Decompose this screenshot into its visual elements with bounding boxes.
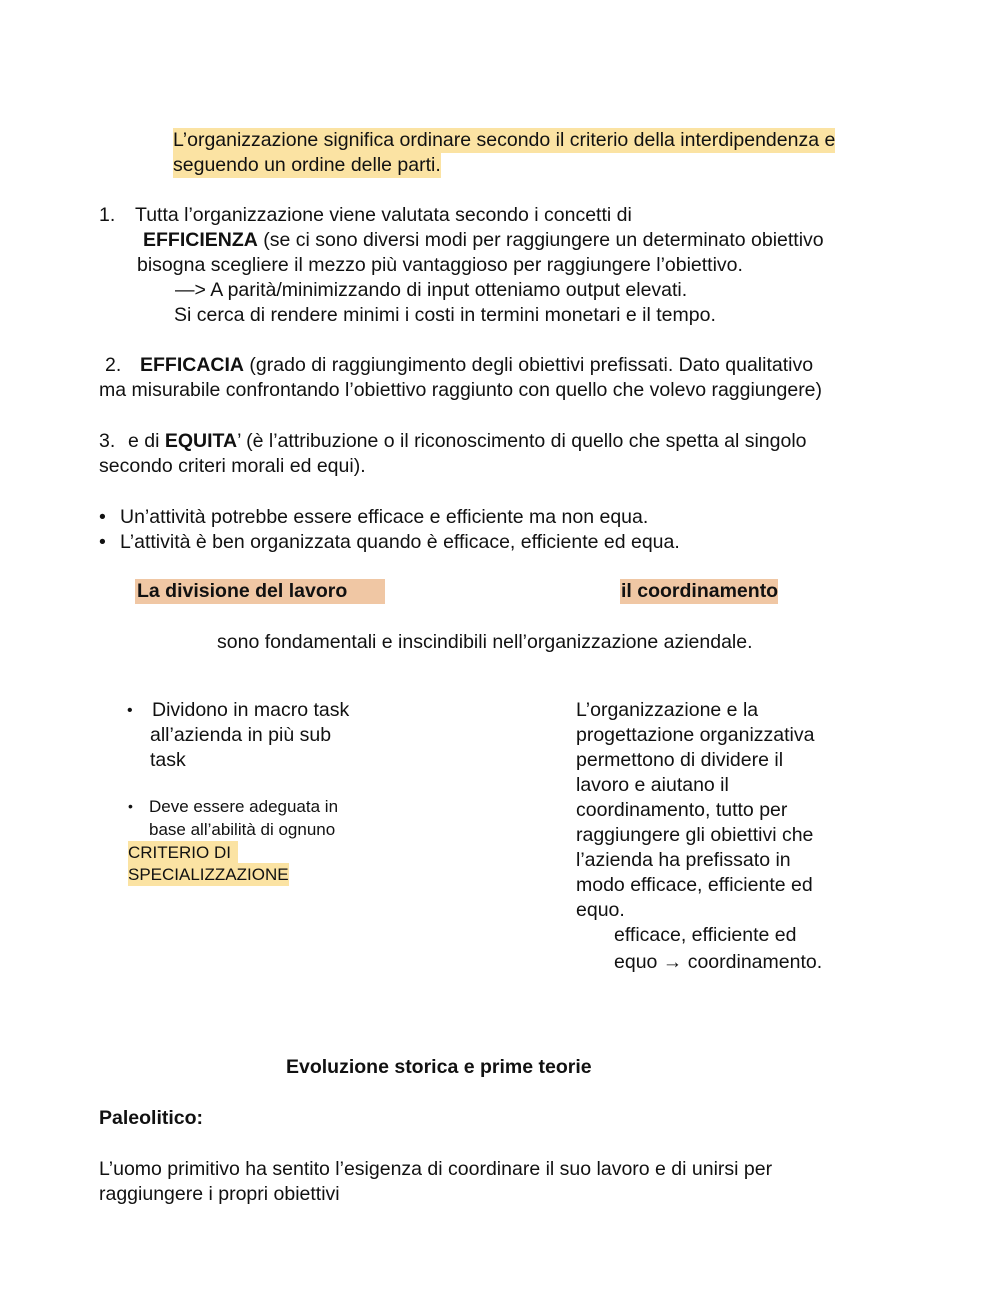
bullet-glyph: •: [99, 506, 106, 528]
equita-desc: ’ (è l’attribuzione o il riconoscimento di quello che spetta al singolo: [237, 430, 807, 452]
section-subtitle: Paleolitico:: [99, 1107, 204, 1129]
item-3-number: 3.: [99, 430, 116, 452]
section-paragraph-line-2: raggiungere i propri obiettivi: [99, 1183, 340, 1205]
left-bullet-1-line-2: all’azienda in più sub: [150, 724, 332, 746]
equita-term: EQUITA: [164, 430, 238, 452]
efficacia-term: EFFICACIA: [140, 354, 244, 376]
bullet-glyph: •: [99, 531, 106, 553]
item-1-desc-2: bisogna scegliere il mezzo più vantaggioso per raggiungere l’obiettivo.: [137, 254, 743, 276]
item-1-cost-line: Si cerca di rendere minimi i costi in termini monetari e il tempo.: [174, 304, 716, 326]
concept-coordinamento: il coordinamento: [621, 580, 779, 602]
left-bullet-2-line-2: base all’abilità di ognuno: [149, 820, 336, 839]
left-bullet-2-line-1: Deve essere adeguata in: [149, 797, 339, 816]
efficacia-desc: (grado di raggiungimento degli obiettivi prefissati. Dato qualitativo: [244, 354, 814, 376]
item-3-equita-line: [128, 429, 807, 454]
left-bullet-1-line-1: Dividono in macro task: [152, 699, 350, 721]
left-bullet-1-line-3: task: [150, 749, 186, 771]
item-1-efficienza-line: [143, 228, 824, 253]
bullet-glyph: •: [127, 702, 133, 719]
right-line: lavoro e aiutano il: [576, 774, 729, 796]
intro-line-2: seguendo un ordine delle parti.: [173, 154, 441, 176]
item-1-arrow-line: —> A parità/minimizzando di input otteniamo output elevati.: [175, 279, 688, 301]
item-2-number: 2.: [105, 354, 122, 376]
right-line: equo.: [576, 899, 625, 921]
bullet-2: L’attività è ben organizzata quando è efficace, efficiente ed equa.: [120, 531, 680, 553]
efficienza-term: EFFICIENZA: [143, 229, 258, 251]
intro-line-1: L’organizzazione significa ordinare secondo il criterio della interdipendenza e: [173, 129, 836, 151]
right-line: raggiungere gli obiettivi che: [576, 824, 814, 846]
right-line: coordinamento, tutto per: [576, 799, 788, 821]
concepts-statement: sono fondamentali e inscindibili nell’organizzazione aziendale.: [217, 631, 753, 653]
item-3-desc-2: secondo criteri morali ed equi).: [99, 455, 366, 477]
item-2-efficacia-line: [140, 353, 813, 378]
right-line: progettazione organizzativa: [576, 724, 815, 746]
right-sub-line-2: equo → coordinamento.: [614, 951, 823, 973]
right-line: permettono di dividere il: [576, 749, 784, 771]
efficienza-desc: (se ci sono diversi modi per raggiungere un determinato obiettivo: [257, 229, 824, 251]
bullet-1: Un’attività potrebbe essere efficace e efficiente ma non equa.: [120, 506, 649, 528]
equita-lead: e di: [128, 430, 165, 452]
right-line: l’azienda ha prefissato in: [576, 849, 791, 871]
section-title: Evoluzione storica e prime teorie: [286, 1056, 592, 1078]
right-sub-line-1: efficace, efficiente ed: [614, 924, 797, 946]
concept-divisione-lavoro: La divisione del lavoro: [135, 579, 385, 604]
bullet-glyph: •: [128, 798, 133, 814]
criterion-line-1: CRITERIO DI: [128, 841, 238, 864]
item-2-desc-2: ma misurabile confrontando l’obiettivo raggiunto con quello che volevo raggiungere): [99, 379, 823, 401]
right-line: modo efficace, efficiente ed: [576, 874, 813, 896]
item-1-number: 1.: [99, 204, 116, 226]
section-paragraph-line-1: L’uomo primitivo ha sentito l’esigenza di coordinare il suo lavoro e di unirsi per: [99, 1158, 773, 1180]
criterion-line-2: SPECIALIZZAZIONE: [128, 865, 289, 884]
right-line: L’organizzazione e la: [576, 699, 759, 721]
item-1-lead: Tutta l’organizzazione viene valutata secondo i concetti di: [135, 204, 632, 226]
